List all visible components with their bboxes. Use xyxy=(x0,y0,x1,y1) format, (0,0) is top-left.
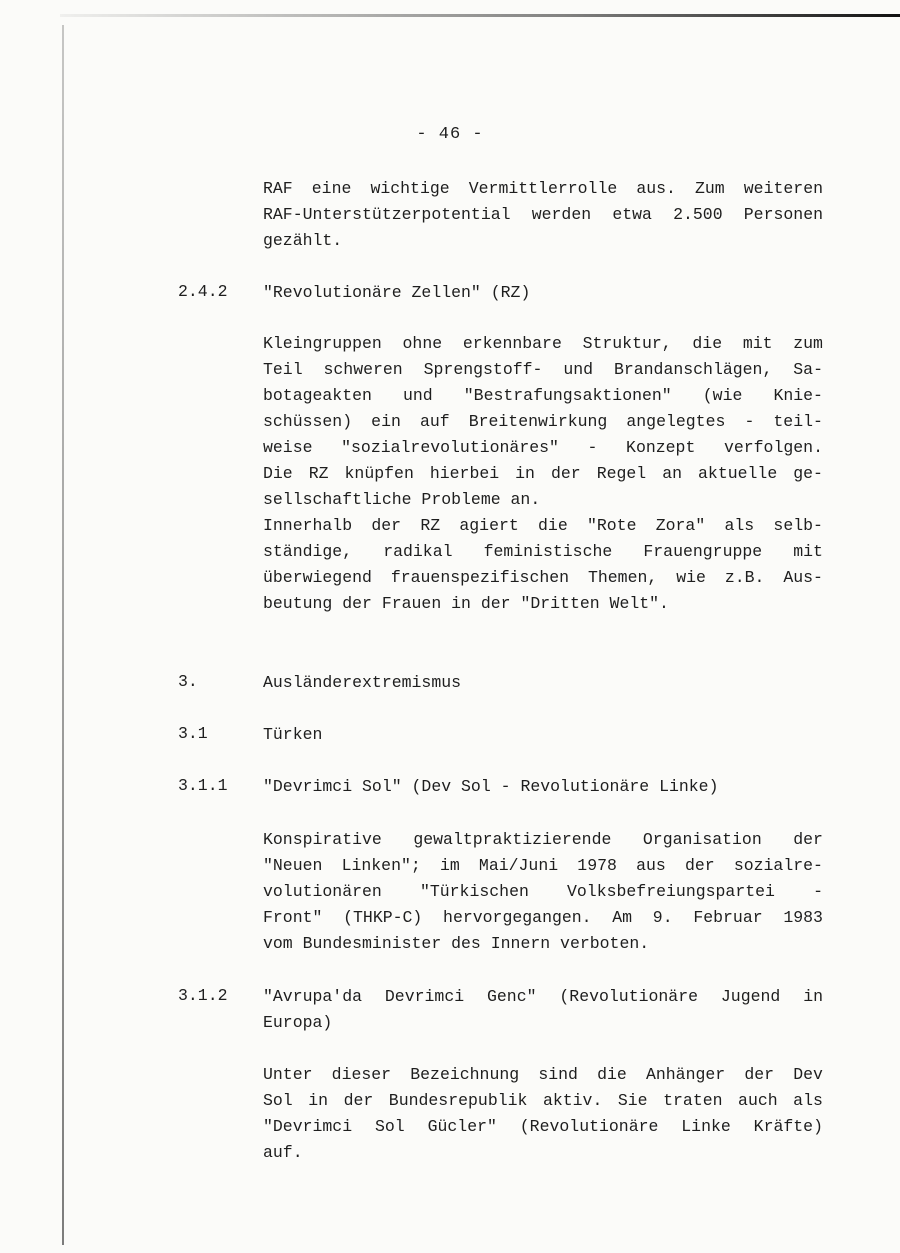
text-line: weise "sozialrevolutionäres" - Konzept verfolgen. xyxy=(263,438,823,457)
text-line: "Devrimci Sol Gücler" (Revolutionäre Linke Kräfte) xyxy=(263,1117,823,1136)
text-line: Sol in der Bundesrepublik aktiv. Sie traten auch als xyxy=(263,1091,823,1110)
scan-top-edge xyxy=(60,14,900,17)
text-line: Teil schweren Sprengstoff- und Brandanschlägen, Sa- xyxy=(263,360,823,379)
text-line: Innerhalb der RZ agiert die "Rote Zora" als selb- xyxy=(263,516,823,535)
text-line: botageakten und "Bestrafungsaktionen" (wie Knie- xyxy=(263,386,823,405)
text-line: "Avrupa'da Devrimci Genc" (Revolutionäre Jugend in xyxy=(263,987,823,1006)
text-line: sellschaftliche Probleme an. xyxy=(263,490,541,509)
text-line: Europa) xyxy=(263,1013,333,1032)
page-number: - 46 - xyxy=(416,125,484,144)
section-number-3-1: 3.1 xyxy=(178,724,208,743)
text-line: Die RZ knüpfen hierbei in der Regel an aktuelle ge- xyxy=(263,464,823,483)
scan-left-edge xyxy=(62,25,64,1245)
text-line: RAF-Unterstützerpotential werden etwa 2.500 Personen xyxy=(263,205,823,224)
section-title-3-1-1: "Devrimci Sol" (Dev Sol - Revolutionäre Linke) xyxy=(263,777,719,796)
text-line: gezählt. xyxy=(263,231,343,250)
text-line: volutionären "Türkischen Volksbefreiungspartei - xyxy=(263,882,823,901)
text-line: auf. xyxy=(263,1143,303,1162)
text-line: Konspirative gewaltpraktizierende Organisation der xyxy=(263,830,823,849)
text-line: schüssen) ein auf Breitenwirkung angelegtes - teil- xyxy=(263,412,823,431)
section-title-3-1: Türken xyxy=(263,725,323,744)
text-line: Front" (THKP-C) hervorgegangen. Am 9. Februar 1983 xyxy=(263,908,823,927)
text-line: vom Bundesminister des Innern verboten. xyxy=(263,934,650,953)
section-number-3-1-1: 3.1.1 xyxy=(178,776,228,795)
text-line: Kleingruppen ohne erkennbare Struktur, die mit zum xyxy=(263,334,823,353)
text-line: RAF eine wichtige Vermittlerrolle aus. Zum weiteren xyxy=(263,179,823,198)
text-line: ständige, radikal feministische Frauengruppe mit xyxy=(263,542,823,561)
text-line: überwiegend frauenspezifischen Themen, wie z.B. Aus- xyxy=(263,568,823,587)
section-title-2-4-2: "Revolutionäre Zellen" (RZ) xyxy=(263,283,531,302)
text-line: beutung der Frauen in der "Dritten Welt". xyxy=(263,594,669,613)
section-title-3: Ausländerextremismus xyxy=(263,673,462,692)
text-line: Unter dieser Bezeichnung sind die Anhänger der Dev xyxy=(263,1065,823,1084)
text-line: "Neuen Linken"; im Mai/Juni 1978 aus der sozialre- xyxy=(263,856,823,875)
section-number-2-4-2: 2.4.2 xyxy=(178,282,228,301)
section-number-3-1-2: 3.1.2 xyxy=(178,986,228,1005)
section-number-3: 3. xyxy=(178,672,198,691)
